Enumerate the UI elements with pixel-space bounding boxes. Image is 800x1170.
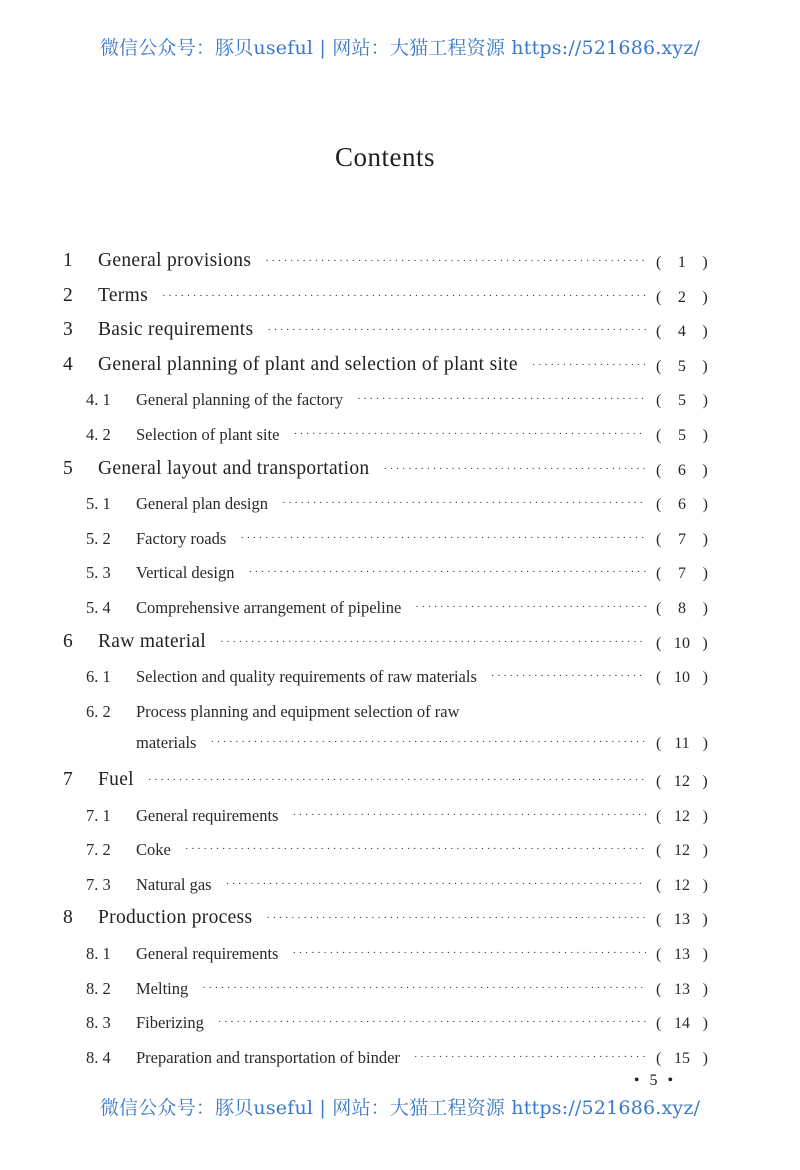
toc-chapter-entry[interactable]	[63, 454, 708, 480]
leader-dots	[415, 602, 646, 613]
entry-page-number: ( 7 )	[656, 530, 708, 548]
entry-number: 6. 2	[86, 701, 111, 721]
entry-page-number: ( 5 )	[656, 427, 708, 444]
entry-title: General planning of plant and selection of plant site	[98, 353, 518, 375]
entry-title: Terms	[98, 284, 148, 306]
entry-number: 7	[63, 769, 74, 790]
toc-chapter-entry[interactable]	[63, 246, 708, 272]
entry-title: Comprehensive arrangement of pipeline	[136, 598, 402, 617]
entry-title: Fiberizing	[136, 1013, 204, 1033]
entry-number: 5. 4	[86, 598, 111, 617]
toc-chapter-entry[interactable]	[63, 315, 708, 341]
entry-page-number: ( 2 )	[656, 288, 708, 306]
entry-number: 8. 4	[86, 1047, 111, 1067]
leader-dots	[532, 360, 646, 371]
entry-title: Natural gas	[136, 874, 212, 894]
entry-page-number: ( 7 )	[656, 565, 708, 583]
page-number: • 5 •	[633, 1072, 677, 1089]
toc-chapter-entry[interactable]	[63, 281, 708, 307]
toc-chapter-entry[interactable]	[63, 903, 708, 929]
toc-section-entry[interactable]	[86, 869, 708, 895]
toc-section-entry[interactable]	[86, 938, 708, 964]
toc-section-entry[interactable]	[86, 592, 708, 618]
toc-section-entry-continuation[interactable]	[136, 727, 708, 753]
leader-dots	[220, 637, 646, 648]
toc-section-entry[interactable]	[86, 1042, 708, 1068]
entry-page-number: ( 5 )	[656, 357, 708, 375]
entry-page-number: ( 8 )	[656, 600, 708, 617]
entry-page-number: ( 6 )	[656, 496, 708, 514]
leader-dots	[266, 913, 646, 924]
entry-title: Selection of plant site	[136, 425, 280, 444]
entry-number: 2	[63, 284, 74, 306]
entry-page-number: ( 12 )	[656, 876, 708, 894]
watermark-bottom: 微信公众号：豚贝useful | 网站：大猫工程资源 https://521686.xyz/	[99, 1097, 701, 1119]
entry-number: 8	[63, 907, 74, 929]
entry-number: 5. 3	[86, 563, 111, 583]
entry-title: Selection and quality requirements of raw materials	[136, 667, 477, 687]
entry-title: General planning of the factory	[136, 390, 344, 410]
leader-dots	[491, 671, 646, 682]
leader-dots	[240, 533, 646, 544]
entry-number: 8. 1	[86, 944, 111, 963]
leader-dots	[292, 810, 646, 821]
entry-title: Process planning and equipment selection of raw	[136, 701, 460, 721]
entry-number: 8. 2	[86, 978, 111, 998]
toc-section-entry[interactable]	[86, 661, 708, 687]
leader-dots	[210, 737, 646, 748]
leader-dots	[414, 1052, 646, 1063]
entry-page-number: ( 5 )	[656, 392, 708, 410]
entry-page-number: ( 4 )	[656, 323, 708, 341]
entry-number: 5. 1	[86, 494, 111, 514]
leader-dots	[162, 291, 646, 302]
entry-page-number: ( 6 )	[656, 461, 708, 479]
entry-page-number: ( 13 )	[656, 946, 708, 963]
entry-title: Fuel	[98, 769, 134, 790]
leader-dots	[202, 983, 646, 994]
entry-number: 7. 1	[86, 805, 111, 825]
entry-title: General plan design	[136, 494, 268, 514]
entry-title: General layout and transportation	[98, 457, 370, 479]
entry-title: General provisions	[98, 250, 252, 271]
leader-dots	[293, 429, 646, 440]
entry-title: Vertical design	[136, 563, 235, 583]
entry-title: Coke	[136, 840, 171, 860]
toc-section-entry[interactable]	[86, 488, 708, 514]
entry-number: 4. 2	[86, 425, 111, 444]
entry-number: 4. 1	[86, 390, 111, 410]
entry-title: Raw material	[98, 630, 207, 652]
toc-section-entry[interactable]	[86, 696, 708, 722]
entry-number: 8. 3	[86, 1013, 111, 1033]
entry-number: 5	[63, 457, 74, 479]
entry-page-number: ( 13 )	[656, 980, 708, 998]
entry-page-number: ( 1 )	[656, 254, 708, 271]
entry-title: Preparation and transportation of binder	[136, 1047, 400, 1067]
entry-page-number: ( 13 )	[656, 911, 708, 929]
entry-page-number: ( 12 )	[656, 842, 708, 860]
page-title: Contents	[334, 142, 435, 172]
leader-dots	[185, 844, 646, 855]
toc-chapter-entry[interactable]	[63, 627, 708, 653]
entry-page-number: ( 10 )	[656, 669, 708, 687]
entry-page-number: ( 12 )	[656, 807, 708, 825]
entry-number: 4	[63, 353, 74, 375]
entry-title: Melting	[136, 978, 189, 998]
toc-section-entry[interactable]	[86, 384, 708, 410]
entry-number: 5. 2	[86, 528, 111, 548]
toc-section-entry[interactable]	[86, 557, 708, 583]
watermark-top: 微信公众号：豚贝useful | 网站：大猫工程资源 https://521686.xyz/	[99, 37, 701, 59]
entry-page-number: ( 11 )	[656, 735, 708, 753]
entry-title: General requirements	[136, 944, 279, 963]
leader-dots	[249, 567, 646, 578]
entry-title: Production process	[98, 907, 253, 929]
toc-section-entry[interactable]	[86, 419, 708, 445]
entry-title-continuation: materials	[136, 733, 197, 753]
entry-number: 6	[63, 630, 74, 652]
entry-title: General requirements	[136, 805, 279, 825]
leader-dots	[282, 498, 646, 509]
toc-section-entry[interactable]	[86, 800, 708, 826]
entry-number: 3	[63, 319, 74, 341]
entry-title: Basic requirements	[98, 319, 254, 341]
leader-dots	[226, 879, 646, 890]
leader-dots	[148, 775, 646, 786]
entry-number: 7. 3	[86, 874, 111, 894]
toc-chapter-entry[interactable]	[63, 350, 708, 376]
leader-dots	[357, 394, 646, 405]
leader-dots	[265, 256, 646, 267]
toc-chapter-entry[interactable]	[63, 765, 708, 791]
leader-dots	[383, 464, 646, 475]
entry-page-number: ( 14 )	[656, 1015, 708, 1033]
toc-section-entry[interactable]	[86, 973, 708, 999]
entry-number: 6. 1	[86, 667, 111, 687]
entry-number: 7. 2	[86, 840, 111, 860]
entry-page-number: ( 10 )	[656, 634, 708, 652]
leader-dots	[292, 948, 646, 959]
toc-section-entry[interactable]	[86, 523, 708, 549]
leader-dots	[267, 325, 646, 336]
entry-page-number: ( 12 )	[656, 773, 708, 790]
toc-section-entry[interactable]	[86, 834, 708, 860]
entry-number: 1	[63, 250, 74, 271]
entry-title: Factory roads	[136, 528, 227, 548]
entry-page-number: ( 15 )	[656, 1049, 708, 1067]
toc-section-entry[interactable]	[86, 1007, 708, 1033]
leader-dots	[218, 1017, 646, 1028]
